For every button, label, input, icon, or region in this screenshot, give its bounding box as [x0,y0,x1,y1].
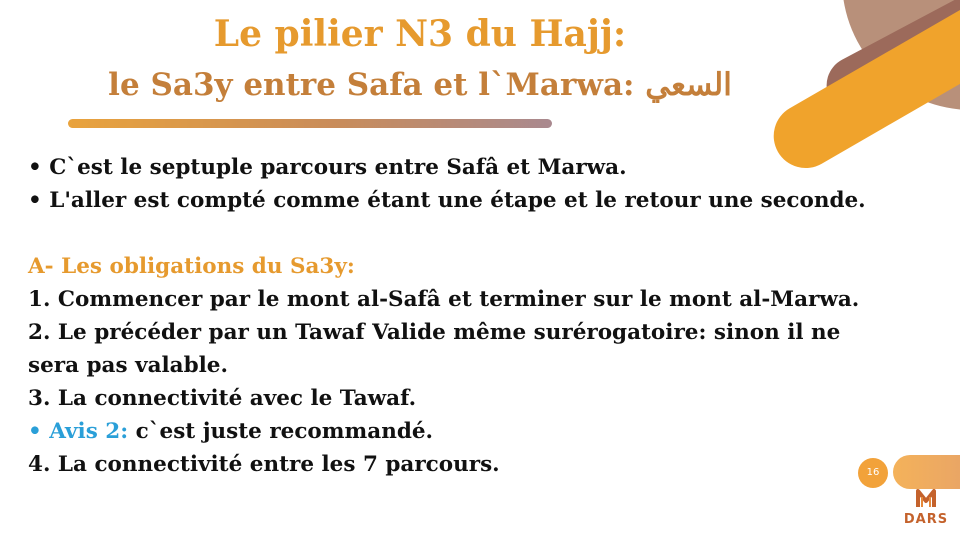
obligation-2-continued: sera pas valable. [28,353,228,378]
page-number: 16 [858,458,888,488]
note-line [28,415,928,448]
logo-text: DARS [903,512,949,527]
title-underline [68,119,552,128]
obligation-2: 2. Le précéder par un Tawaf Valide même surérogatoire: sinon il ne [28,320,841,345]
slide-body [28,151,928,481]
bullet-1: • C`est le septuple parcours entre Safâ et Marwa. [28,155,627,180]
slide-title: Le pilier N3 du Hajj: [213,13,627,55]
footer-decoration [893,455,960,489]
note-label: • Avis 2: [28,419,129,444]
spacer [28,217,928,250]
note-text: c`est juste recommandé. [128,419,434,444]
obligation-4: 4. La connectivité entre les 7 parcours. [28,452,500,477]
obligation-1: 1. Commencer par le mont al-Safâ et terminer sur le mont al-Marwa. [28,287,860,312]
section-heading: A- Les obligations du Sa3y: [28,254,355,279]
bullet-2: • L'aller est compté comme étant une étape et le retour une seconde. [28,188,866,213]
slide-subtitle: le Sa3y entre Safa et l`Marwa: السعي [108,67,732,103]
obligation-3: 3. La connectivité avec le Tawaf. [28,386,417,411]
